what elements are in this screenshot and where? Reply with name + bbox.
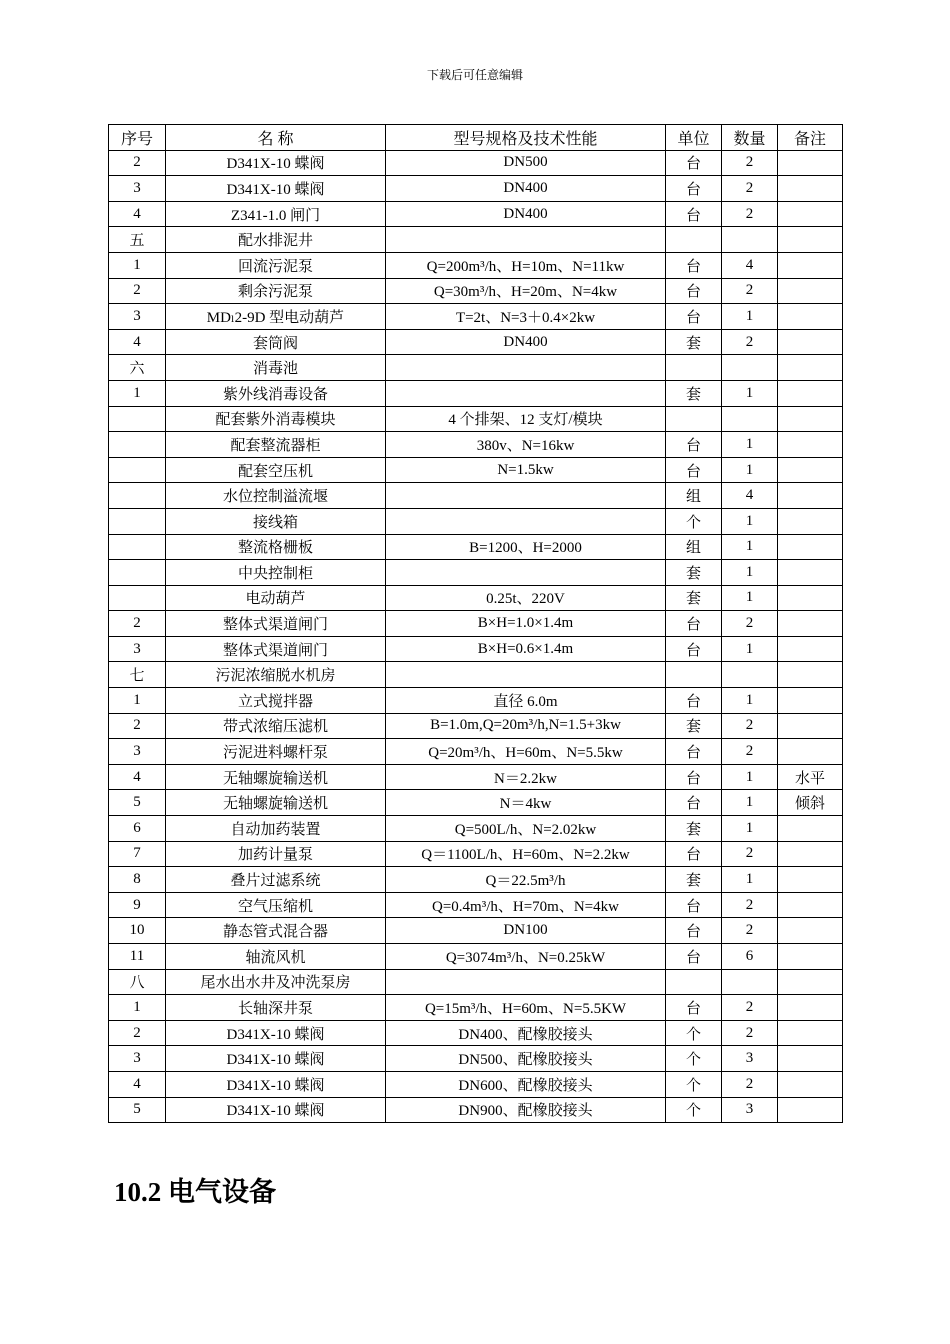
cell-unit: 套 — [666, 560, 722, 586]
table-header-row — [109, 125, 843, 151]
cell-quantity: 2 — [722, 150, 778, 176]
cell-unit: 台 — [666, 304, 722, 330]
cell-index — [109, 457, 166, 483]
cell-spec: Q=20m³/h、H=60m、N=5.5kw — [386, 739, 666, 765]
table-row — [109, 457, 843, 483]
cell-remarks — [778, 201, 843, 227]
cell-remarks — [778, 662, 843, 688]
cell-spec — [386, 969, 666, 995]
cell-quantity: 1 — [722, 432, 778, 458]
cell-spec: DN400 — [386, 176, 666, 202]
cell-quantity — [722, 406, 778, 432]
cell-name: 整体式渠道闸门 — [166, 611, 386, 637]
cell-index — [109, 432, 166, 458]
cell-spec: DN900、配橡胶接头 — [386, 1097, 666, 1123]
col-header-spec: 型号规格及技术性能 — [386, 125, 666, 151]
cell-name: 长轴深井泵 — [166, 995, 386, 1021]
cell-unit — [666, 227, 722, 253]
cell-spec: DN600、配橡胶接头 — [386, 1071, 666, 1097]
cell-unit: 台 — [666, 636, 722, 662]
cell-index — [109, 483, 166, 509]
cell-index: 4 — [109, 201, 166, 227]
cell-spec: Q=15m³/h、H=60m、N=5.5KW — [386, 995, 666, 1021]
cell-index: 七 — [109, 662, 166, 688]
cell-remarks — [778, 944, 843, 970]
table-row — [109, 944, 843, 970]
cell-unit: 套 — [666, 329, 722, 355]
table-row — [109, 995, 843, 1021]
cell-remarks: 倾斜 — [778, 790, 843, 816]
cell-quantity: 3 — [722, 1097, 778, 1123]
cell-spec: DN100 — [386, 918, 666, 944]
cell-spec: B=1.0m,Q=20m³/h,N=1.5+3kw — [386, 713, 666, 739]
cell-name: 空气压缩机 — [166, 892, 386, 918]
cell-spec: Q=0.4m³/h、H=70m、N=4kw — [386, 892, 666, 918]
cell-quantity: 2 — [722, 611, 778, 637]
cell-name: 接线箱 — [166, 508, 386, 534]
cell-index: 2 — [109, 1020, 166, 1046]
cell-name: 污泥浓缩脱水机房 — [166, 662, 386, 688]
cell-remarks — [778, 1071, 843, 1097]
cell-spec: 380v、N=16kw — [386, 432, 666, 458]
table-row — [109, 278, 843, 304]
cell-unit: 台 — [666, 995, 722, 1021]
cell-unit: 台 — [666, 457, 722, 483]
cell-quantity — [722, 969, 778, 995]
table-row — [109, 406, 843, 432]
table-row — [109, 201, 843, 227]
table-row — [109, 380, 843, 406]
cell-quantity: 2 — [722, 201, 778, 227]
table-row — [109, 227, 843, 253]
cell-quantity: 1 — [722, 457, 778, 483]
table-row — [109, 662, 843, 688]
cell-remarks — [778, 278, 843, 304]
cell-spec: DN500 — [386, 150, 666, 176]
cell-quantity: 1 — [722, 508, 778, 534]
cell-name: D341X-10 蝶阀 — [166, 150, 386, 176]
cell-spec: DN500、配橡胶接头 — [386, 1046, 666, 1072]
table-row — [109, 329, 843, 355]
cell-spec — [386, 560, 666, 586]
cell-unit: 台 — [666, 278, 722, 304]
cell-spec: N＝2.2kw — [386, 764, 666, 790]
cell-remarks — [778, 995, 843, 1021]
equipment-table — [108, 124, 843, 1123]
cell-remarks — [778, 432, 843, 458]
cell-name: 整体式渠道闸门 — [166, 636, 386, 662]
cell-index: 六 — [109, 355, 166, 381]
cell-name: 无轴螺旋输送机 — [166, 790, 386, 816]
cell-index: 9 — [109, 892, 166, 918]
cell-remarks — [778, 688, 843, 714]
cell-remarks — [778, 252, 843, 278]
cell-name: 剩余污泥泵 — [166, 278, 386, 304]
cell-remarks — [778, 560, 843, 586]
cell-quantity: 1 — [722, 636, 778, 662]
cell-remarks — [778, 1020, 843, 1046]
table-row — [109, 355, 843, 381]
cell-unit: 台 — [666, 918, 722, 944]
cell-spec — [386, 227, 666, 253]
cell-unit: 台 — [666, 892, 722, 918]
cell-quantity: 2 — [722, 713, 778, 739]
cell-unit: 套 — [666, 380, 722, 406]
cell-remarks — [778, 636, 843, 662]
cell-index: 11 — [109, 944, 166, 970]
cell-spec: Q＝1100L/h、H=60m、N=2.2kw — [386, 841, 666, 867]
cell-remarks — [778, 355, 843, 381]
cell-unit: 台 — [666, 201, 722, 227]
table-row — [109, 713, 843, 739]
cell-remarks — [778, 739, 843, 765]
cell-name: 无轴螺旋输送机 — [166, 764, 386, 790]
cell-unit: 台 — [666, 764, 722, 790]
cell-index — [109, 560, 166, 586]
cell-quantity: 1 — [722, 534, 778, 560]
cell-index: 八 — [109, 969, 166, 995]
cell-index: 2 — [109, 611, 166, 637]
cell-index: 3 — [109, 1046, 166, 1072]
cell-remarks — [778, 1097, 843, 1123]
cell-index: 1 — [109, 688, 166, 714]
cell-unit: 台 — [666, 739, 722, 765]
table-row — [109, 969, 843, 995]
cell-quantity: 1 — [722, 380, 778, 406]
cell-unit: 个 — [666, 1046, 722, 1072]
cell-remarks — [778, 867, 843, 893]
cell-index — [109, 585, 166, 611]
cell-index: 3 — [109, 739, 166, 765]
cell-remarks — [778, 329, 843, 355]
cell-spec: B×H=1.0×1.4m — [386, 611, 666, 637]
cell-quantity: 2 — [722, 739, 778, 765]
table-row — [109, 508, 843, 534]
cell-unit: 台 — [666, 790, 722, 816]
table-row — [109, 534, 843, 560]
cell-unit: 个 — [666, 1071, 722, 1097]
col-header-quantity: 数量 — [722, 125, 778, 151]
cell-name: D341X-10 蝶阀 — [166, 1046, 386, 1072]
cell-index: 2 — [109, 150, 166, 176]
cell-name: 尾水出水井及冲洗泵房 — [166, 969, 386, 995]
table-row — [109, 252, 843, 278]
cell-quantity: 2 — [722, 1071, 778, 1097]
table-row — [109, 611, 843, 637]
cell-spec: Q=500L/h、N=2.02kw — [386, 816, 666, 842]
cell-spec: DN400、配橡胶接头 — [386, 1020, 666, 1046]
cell-spec — [386, 380, 666, 406]
cell-unit — [666, 662, 722, 688]
table-row — [109, 1020, 843, 1046]
cell-quantity: 2 — [722, 278, 778, 304]
cell-quantity: 2 — [722, 329, 778, 355]
cell-name: 立式搅拌器 — [166, 688, 386, 714]
cell-remarks — [778, 483, 843, 509]
cell-spec: 直径 6.0m — [386, 688, 666, 714]
cell-quantity — [722, 355, 778, 381]
cell-unit: 套 — [666, 867, 722, 893]
cell-name: 静态管式混合器 — [166, 918, 386, 944]
cell-remarks — [778, 969, 843, 995]
cell-name: 配水排泥井 — [166, 227, 386, 253]
cell-remarks — [778, 227, 843, 253]
cell-quantity: 1 — [722, 585, 778, 611]
cell-index: 3 — [109, 636, 166, 662]
cell-unit: 套 — [666, 713, 722, 739]
cell-spec: Q=200m³/h、H=10m、N=11kw — [386, 252, 666, 278]
cell-name: 套筒阀 — [166, 329, 386, 355]
cell-remarks — [778, 508, 843, 534]
cell-quantity: 1 — [722, 764, 778, 790]
cell-spec: Q=30m³/h、H=20m、N=4kw — [386, 278, 666, 304]
cell-index: 10 — [109, 918, 166, 944]
table-row — [109, 432, 843, 458]
cell-remarks — [778, 534, 843, 560]
table-row — [109, 150, 843, 176]
col-header-remarks: 备注 — [778, 125, 843, 151]
table-row — [109, 176, 843, 202]
cell-unit: 套 — [666, 816, 722, 842]
table-row — [109, 918, 843, 944]
cell-name: D341X-10 蝶阀 — [166, 1097, 386, 1123]
table-row — [109, 304, 843, 330]
table-row — [109, 560, 843, 586]
cell-index: 2 — [109, 278, 166, 304]
cell-unit: 个 — [666, 1097, 722, 1123]
cell-name: 叠片过滤系统 — [166, 867, 386, 893]
cell-name: 紫外线消毒设备 — [166, 380, 386, 406]
cell-index: 4 — [109, 764, 166, 790]
cell-index: 3 — [109, 176, 166, 202]
col-header-index: 序号 — [109, 125, 166, 151]
cell-name: 加药计量泵 — [166, 841, 386, 867]
cell-remarks — [778, 457, 843, 483]
cell-spec: DN400 — [386, 329, 666, 355]
cell-index: 3 — [109, 304, 166, 330]
cell-index: 6 — [109, 816, 166, 842]
cell-index: 5 — [109, 1097, 166, 1123]
cell-index — [109, 534, 166, 560]
cell-name: 中央控制柜 — [166, 560, 386, 586]
cell-index: 8 — [109, 867, 166, 893]
cell-remarks — [778, 176, 843, 202]
cell-index: 5 — [109, 790, 166, 816]
cell-name: 自动加药装置 — [166, 816, 386, 842]
cell-unit: 台 — [666, 432, 722, 458]
table-row — [109, 636, 843, 662]
cell-quantity: 3 — [722, 1046, 778, 1072]
cell-remarks — [778, 841, 843, 867]
cell-unit: 组 — [666, 534, 722, 560]
table-row — [109, 739, 843, 765]
cell-index — [109, 508, 166, 534]
cell-remarks — [778, 713, 843, 739]
cell-quantity: 1 — [722, 867, 778, 893]
cell-unit: 组 — [666, 483, 722, 509]
col-header-unit: 单位 — [666, 125, 722, 151]
cell-name: 回流污泥泵 — [166, 252, 386, 278]
cell-unit: 个 — [666, 508, 722, 534]
cell-remarks — [778, 380, 843, 406]
table-row — [109, 688, 843, 714]
cell-unit: 台 — [666, 688, 722, 714]
cell-spec: DN400 — [386, 201, 666, 227]
table-row — [109, 1071, 843, 1097]
cell-name: 配套整流器柜 — [166, 432, 386, 458]
cell-index: 7 — [109, 841, 166, 867]
cell-unit — [666, 355, 722, 381]
cell-remarks — [778, 150, 843, 176]
cell-name: D341X-10 蝶阀 — [166, 1020, 386, 1046]
table-row — [109, 1097, 843, 1123]
cell-index: 1 — [109, 380, 166, 406]
cell-unit: 台 — [666, 611, 722, 637]
cell-spec: Q=3074m³/h、N=0.25kW — [386, 944, 666, 970]
cell-spec — [386, 483, 666, 509]
cell-spec: N＝4kw — [386, 790, 666, 816]
cell-index — [109, 406, 166, 432]
cell-spec: 0.25t、220V — [386, 585, 666, 611]
cell-spec: Q＝22.5m³/h — [386, 867, 666, 893]
cell-spec: 4 个排架、12 支灯/模块 — [386, 406, 666, 432]
cell-unit: 台 — [666, 176, 722, 202]
cell-quantity: 1 — [722, 304, 778, 330]
cell-remarks — [778, 304, 843, 330]
cell-spec — [386, 355, 666, 381]
cell-remarks — [778, 918, 843, 944]
cell-index: 1 — [109, 252, 166, 278]
cell-spec — [386, 508, 666, 534]
cell-unit — [666, 969, 722, 995]
cell-quantity: 2 — [722, 892, 778, 918]
cell-index: 4 — [109, 1071, 166, 1097]
cell-quantity: 1 — [722, 790, 778, 816]
cell-name: 配套空压机 — [166, 457, 386, 483]
cell-name: MDₗ2-9D 型电动葫芦 — [166, 304, 386, 330]
table-row — [109, 841, 843, 867]
cell-remarks — [778, 892, 843, 918]
cell-name: Z341-1.0 闸门 — [166, 201, 386, 227]
cell-unit: 台 — [666, 252, 722, 278]
cell-quantity — [722, 662, 778, 688]
section-title: 10.2 电气设备 — [114, 1177, 276, 1207]
cell-index: 4 — [109, 329, 166, 355]
cell-quantity: 1 — [722, 816, 778, 842]
cell-name: 电动葫芦 — [166, 585, 386, 611]
table-row — [109, 1046, 843, 1072]
cell-quantity: 4 — [722, 252, 778, 278]
cell-quantity: 2 — [722, 995, 778, 1021]
table-row — [109, 483, 843, 509]
cell-spec: N=1.5kw — [386, 457, 666, 483]
table-row — [109, 585, 843, 611]
cell-index: 2 — [109, 713, 166, 739]
cell-unit: 套 — [666, 585, 722, 611]
cell-remarks — [778, 406, 843, 432]
cell-unit: 台 — [666, 150, 722, 176]
cell-quantity: 6 — [722, 944, 778, 970]
cell-name: 配套紫外消毒模块 — [166, 406, 386, 432]
cell-spec: T=2t、N=3＋0.4×2kw — [386, 304, 666, 330]
cell-name: 带式浓缩压滤机 — [166, 713, 386, 739]
cell-quantity: 2 — [722, 918, 778, 944]
cell-unit: 台 — [666, 841, 722, 867]
cell-quantity: 2 — [722, 841, 778, 867]
cell-quantity: 2 — [722, 176, 778, 202]
cell-quantity: 4 — [722, 483, 778, 509]
page-header-note: 下载后可任意编辑 — [426, 68, 523, 82]
cell-name: 水位控制溢流堰 — [166, 483, 386, 509]
table-row — [109, 764, 843, 790]
table-body — [109, 150, 843, 1123]
table-row — [109, 790, 843, 816]
cell-name: 污泥进料螺杆泵 — [166, 739, 386, 765]
table-row — [109, 867, 843, 893]
table-row — [109, 892, 843, 918]
cell-quantity: 1 — [722, 688, 778, 714]
cell-remarks: 水平 — [778, 764, 843, 790]
cell-quantity: 1 — [722, 560, 778, 586]
cell-name: 消毒池 — [166, 355, 386, 381]
cell-remarks — [778, 585, 843, 611]
cell-unit — [666, 406, 722, 432]
cell-spec: B×H=0.6×1.4m — [386, 636, 666, 662]
cell-remarks — [778, 816, 843, 842]
cell-quantity — [722, 227, 778, 253]
cell-unit: 台 — [666, 944, 722, 970]
cell-remarks — [778, 611, 843, 637]
cell-spec — [386, 662, 666, 688]
col-header-name: 名 称 — [166, 125, 386, 151]
cell-index: 1 — [109, 995, 166, 1021]
cell-quantity: 2 — [722, 1020, 778, 1046]
cell-index: 五 — [109, 227, 166, 253]
cell-name: 整流格栅板 — [166, 534, 386, 560]
cell-spec: B=1200、H=2000 — [386, 534, 666, 560]
cell-remarks — [778, 1046, 843, 1072]
cell-unit: 个 — [666, 1020, 722, 1046]
table-row — [109, 816, 843, 842]
cell-name: D341X-10 蝶阀 — [166, 1071, 386, 1097]
cell-name: D341X-10 蝶阀 — [166, 176, 386, 202]
cell-name: 轴流风机 — [166, 944, 386, 970]
